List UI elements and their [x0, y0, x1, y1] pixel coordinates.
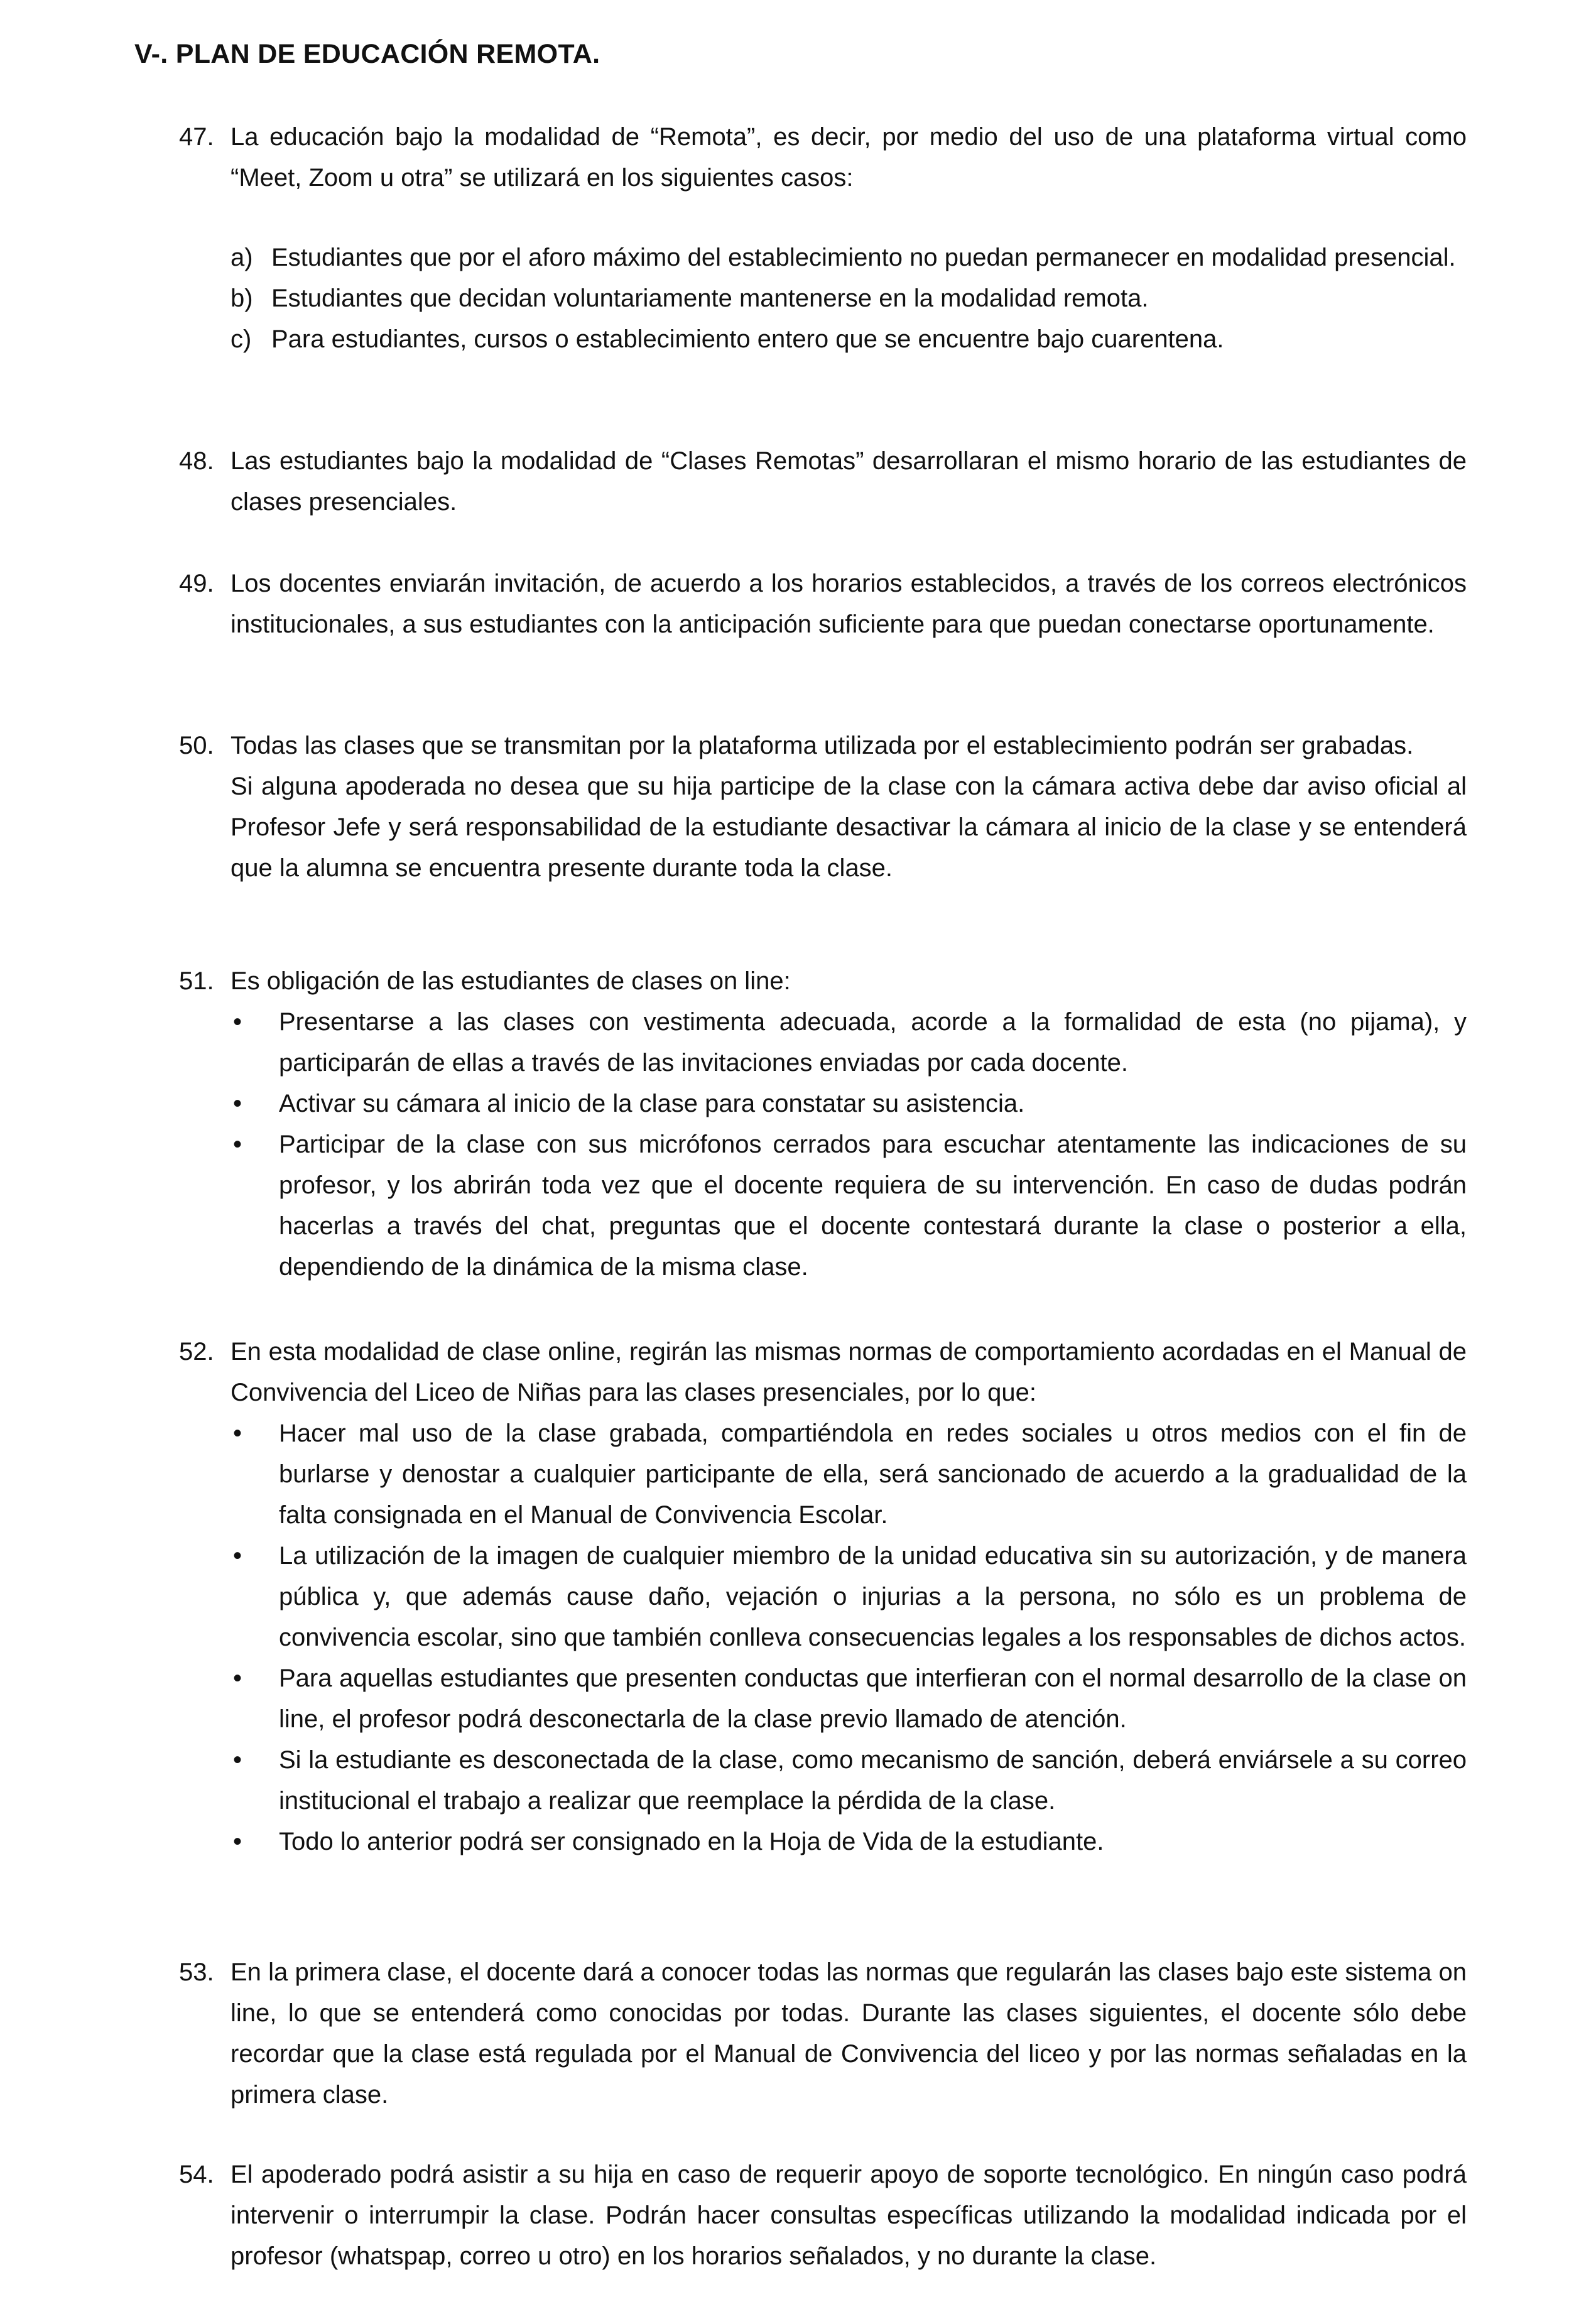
bullet-icon: • [233, 1090, 242, 1117]
bullet-text: Hacer mal uso de la clase grabada, compartiéndola en redes sociales u otros medios con el fin de burlarse y denostar a cualquier participante de ella, será sancionado de acuerdo a la gradualidad de la falta consignada en el Manual de Convivencia Escolar. [279, 1420, 1467, 1529]
sub-item-label: a) [231, 244, 253, 271]
item-text: Las estudiantes bajo la modalidad de “Clases Remotas” desarrollaran el mismo horario de las estudiantes de clases presenciales. [231, 447, 1467, 516]
item-51 [179, 961, 1467, 1288]
bullet-icon: • [233, 1664, 242, 1692]
bullet-item [179, 1740, 1467, 1822]
item-text: En la primera clase, el docente dará a conocer todas las normas que regularán las clases bajo este sistema on line, lo que se entenderá como conocidas por todas. Durante las clases siguientes, el docente sólo debe recordar que la clase está regulada por el Manual de Convivencia del liceo y por las normas señaladas en la primera clase. [231, 1958, 1467, 2109]
item-52 [179, 1332, 1467, 1862]
bullet-text: Activar su cámara al inicio de la clase para constatar su asistencia. [279, 1090, 1025, 1117]
section-title: V-. PLAN DE EDUCACIÓN REMOTA. [134, 39, 600, 69]
bullet-item [179, 1002, 1467, 1083]
item-number: 53. [179, 1958, 214, 1986]
item-text [231, 725, 1467, 889]
item-53 [179, 1952, 1467, 2115]
item-paragraph: Todas las clases que se transmitan por la plataforma utilizada por el establecimiento podrán ser grabadas. [231, 732, 1414, 759]
bullet-text: Todo lo anterior podrá ser consignado en la Hoja de Vida de la estudiante. [279, 1828, 1104, 1855]
bullet-item [179, 1536, 1467, 1658]
bullet-text: Presentarse a las clases con vestimenta adecuada, acorde a la formalidad de esta (no pijama), y participarán de ellas a través de las invitaciones enviadas por cada docente. [279, 1008, 1467, 1077]
item-number: 51. [179, 967, 214, 995]
sub-item-label: c) [231, 325, 252, 353]
item-number: 54. [179, 2161, 214, 2188]
bullet-item [179, 1413, 1467, 1536]
sub-item-c [179, 319, 1467, 360]
item-48 [179, 441, 1467, 523]
bullet-text: Si la estudiante es desconectada de la clase, como mecanismo de sanción, deberá enviársele a su correo institucional el trabajo a realizar que reemplace la pérdida de la clase. [279, 1746, 1467, 1815]
item-text: El apoderado podrá asistir a su hija en caso de requerir apoyo de soporte tecnológico. En ningún caso podrá intervenir o interrumpir la clase. Podrán hacer consultas específicas utilizando la modalidad indicada por el profesor (whatspap, correo u otro) en los horarios señalados, y no durante la clase. [231, 2161, 1467, 2270]
bullet-icon: • [233, 1542, 242, 1570]
bullet-item [179, 1822, 1467, 1862]
bullet-text: La utilización de la imagen de cualquier miembro de la unidad educativa sin su autorización, y de manera pública y, que además cause daño, vejación o injurias a la persona, no sólo es un problema de convivencia escolar, sino que también conlleva consecuencias legales a los responsables de dichos actos. [279, 1542, 1467, 1651]
item-number: 49. [179, 570, 214, 597]
item-text: Es obligación de las estudiantes de clases on line: [231, 967, 791, 995]
bullet-item [179, 1658, 1467, 1740]
item-text: Los docentes enviarán invitación, de acuerdo a los horarios establecidos, a través de los correos electrónicos institucionales, a sus estudiantes con la anticipación suficiente para que puedan conectarse oportunamente. [231, 570, 1467, 638]
sub-item-b [179, 278, 1467, 319]
item-number: 52. [179, 1338, 214, 1365]
sub-item-text: Estudiantes que por el aforo máximo del establecimiento no puedan permanecer en modalidad presencial. [271, 244, 1456, 271]
item-47-subitems [179, 237, 1467, 360]
item-54 [179, 2154, 1467, 2277]
item-text: La educación bajo la modalidad de “Remota”, es decir, por medio del uso de una plataforma virtual como “Meet, Zoom u otra” se utilizará en los siguientes casos: [231, 123, 1467, 192]
bullet-text: Para aquellas estudiantes que presenten conductas que interfieran con el normal desarrollo de la clase on line, el profesor podrá desconectarla de la clase previo llamado de atención. [279, 1664, 1467, 1733]
bullet-text: Participar de la clase con sus micrófonos cerrados para escuchar atentamente las indicaciones de su profesor, y los abrirán toda vez que el docente requiera de su intervención. En caso de dudas podrán hacerlas a través del chat, preguntas que el docente contestará durante la clase o posterior a ella, dependiendo de la dinámica de la misma clase. [279, 1131, 1467, 1281]
item-number: 48. [179, 447, 214, 475]
bullet-icon: • [233, 1420, 242, 1447]
bullet-icon: • [233, 1828, 242, 1855]
item-49 [179, 563, 1467, 645]
item-number: 50. [179, 732, 214, 759]
sub-item-label: b) [231, 285, 253, 312]
item-47 [179, 117, 1467, 198]
bullet-item [179, 1083, 1467, 1124]
item-paragraph: Si alguna apoderada no desea que su hija participe de la clase con la cámara activa debe dar aviso oficial al Profesor Jefe y será responsabilidad de la estudiante desactivar la cámara al inicio de la clase y se entenderá que la alumna se encuentra presente durante toda la clase. [231, 773, 1467, 882]
bullet-icon: • [233, 1008, 242, 1036]
sub-item-a [179, 237, 1467, 278]
item-text: En esta modalidad de clase online, regirán las mismas normas de comportamiento acordadas en el Manual de Convivencia del Liceo de Niñas para las clases presenciales, por lo que: [231, 1338, 1467, 1406]
bullet-item [179, 1124, 1467, 1288]
bullet-icon: • [233, 1131, 242, 1158]
item-number: 47. [179, 123, 214, 151]
sub-item-text: Estudiantes que decidan voluntariamente mantenerse en la modalidad remota. [271, 285, 1149, 312]
item-50 [179, 725, 1467, 889]
bullet-icon: • [233, 1746, 242, 1774]
sub-item-text: Para estudiantes, cursos o establecimiento entero que se encuentre bajo cuarentena. [271, 325, 1224, 353]
